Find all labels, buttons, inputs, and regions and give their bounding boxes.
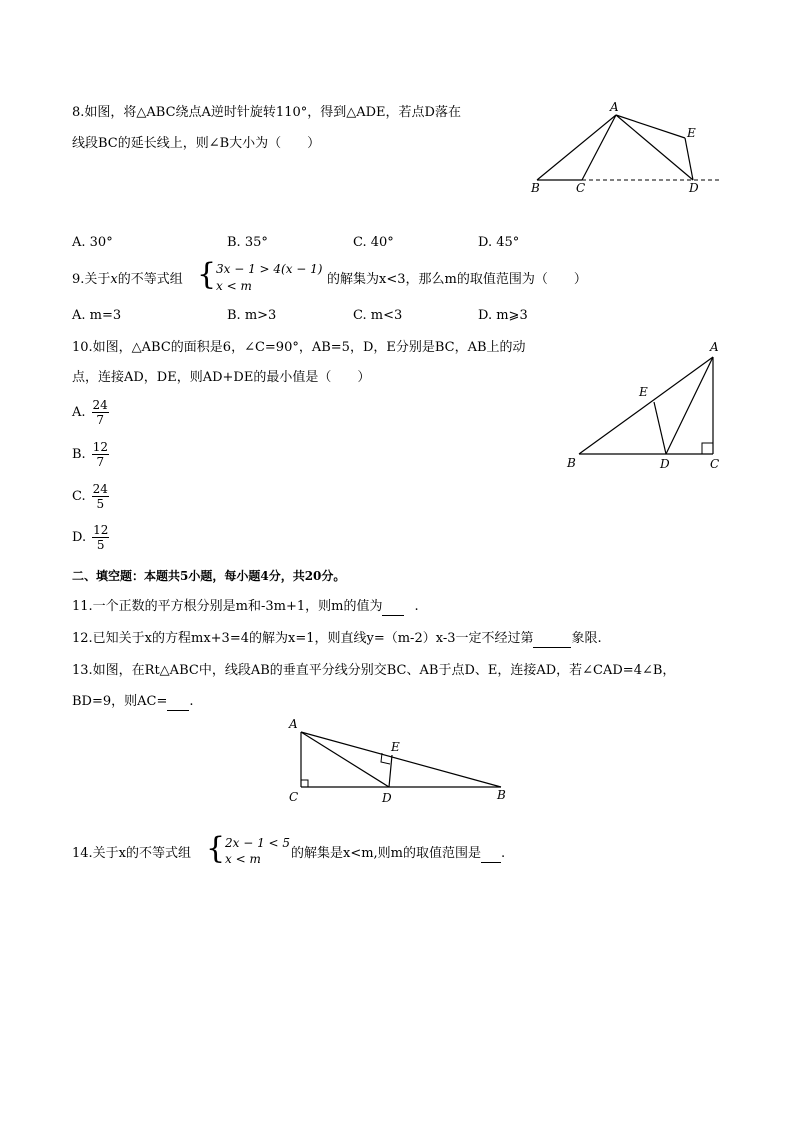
q13-segment-AD — [301, 732, 389, 787]
q9-option-d: D. m⩾3 — [478, 308, 528, 323]
q11-text: 11.一个正数的平方根分别是m和-3m+1，则m的值为 — [72, 599, 383, 614]
q12-text: 12.已知关于x的方程mx+3=4的解为x=1，则直线y=（m-2）x-3一定不经过第 — [72, 631, 534, 646]
q10-option-d-numerator: 12 — [93, 523, 109, 537]
q8-segment-AC — [582, 115, 616, 180]
q12-answer-blank — [533, 633, 571, 648]
q10-label-B: B — [567, 456, 576, 470]
q14-suffix-line — [291, 845, 505, 863]
q8-text-line2: 线段BC的延长线上，则∠B大小为（ ） — [72, 136, 321, 151]
q10-option-a-letter: A. — [72, 405, 86, 420]
q9-option-b: B. m>3 — [227, 308, 277, 323]
q8-option-c: C. 40° — [353, 235, 394, 250]
q10-option-d — [72, 523, 109, 552]
q9-mid-text: 的不等式组 — [117, 272, 183, 287]
q8-segment-AD — [616, 115, 693, 180]
q8-label-E: E — [687, 126, 696, 140]
q10-option-b-letter: B. — [72, 447, 86, 462]
q8-option-b: B. 35° — [227, 235, 268, 250]
q13-answer-blank — [167, 696, 189, 711]
q13-label-D: D — [382, 791, 392, 805]
q10-option-c-fraction — [92, 482, 109, 511]
q10-segment-AB — [579, 357, 713, 454]
q10-option-b-fraction — [92, 440, 109, 469]
q9-prefix-text: 9.关于 — [72, 272, 111, 287]
q9-prefix — [72, 271, 183, 289]
q10-option-b-numerator: 12 — [92, 440, 108, 454]
q9-system-line2: x < m — [216, 279, 252, 293]
q8-label-B: B — [531, 181, 540, 195]
q8-option-a: A. 30° — [72, 235, 113, 250]
q13-right-angle-mark-C — [301, 780, 308, 787]
q8-text-line1: 8.如图，将△ABC绕点A逆时针旋转110°，得到△ADE，若点D落在 — [72, 105, 461, 120]
q10-label-C: C — [710, 457, 720, 471]
q13-text-line2: BD=9，则AC= — [72, 694, 168, 709]
q10-option-b-denominator: 7 — [96, 455, 105, 469]
q11-end: . — [414, 599, 419, 614]
q9-suffix: 的解集为x<3，那么m的取值范围为（ ） — [327, 272, 587, 287]
q10-option-a-denominator: 7 — [96, 413, 104, 427]
q11-answer-blank — [382, 601, 404, 616]
q12-line — [72, 630, 602, 648]
q10-segment-AD — [666, 357, 713, 454]
q14-system-line1: 2x − 1 < 5 — [225, 836, 291, 850]
q14-prefix: 14.关于x的不等式组 — [72, 846, 192, 861]
q10-label-D: D — [660, 457, 670, 471]
q13-text-line1: 13.如图，在Rt△ABC中，线段AB的垂直平分线分别交BC、AB于点D、E，连接AD，若∠CAD=4∠B， — [72, 663, 676, 678]
q11-line — [72, 598, 419, 616]
q9-option-c: C. m<3 — [353, 308, 403, 323]
q8-label-D: D — [689, 181, 699, 195]
q8-label-C: C — [576, 181, 586, 195]
q13-figure — [280, 712, 520, 807]
q13-end: . — [189, 694, 194, 709]
q10-figure — [560, 338, 740, 478]
q9-option-a: A. m=3 — [72, 308, 122, 323]
q14-answer-blank — [481, 848, 501, 863]
q10-option-c-letter: C. — [72, 489, 86, 504]
q13-segment-DE — [389, 755, 392, 787]
q10-option-d-denominator: 5 — [96, 538, 105, 552]
q13-label-B: B — [497, 788, 506, 802]
q13-label-C: C — [289, 790, 299, 804]
q14-suffix: 的解集是x<m,则m的取值范围是 — [291, 846, 482, 861]
q10-option-a-numerator: 24 — [92, 398, 108, 412]
q13-segment-AB — [301, 732, 501, 787]
q8-figure — [525, 98, 725, 198]
q10-option-c — [72, 482, 109, 511]
q14-brace: { — [206, 831, 226, 866]
q14-system-line2: x < m — [225, 852, 261, 866]
q8-option-d: D. 45° — [478, 235, 520, 250]
q10-label-E: E — [639, 385, 648, 399]
q10-option-a — [72, 398, 109, 427]
q10-option-a-fraction — [92, 398, 109, 427]
q13-line2 — [72, 693, 194, 711]
q9-system-line1: 3x − 1 > 4(x − 1) — [216, 262, 323, 276]
q10-label-A: A — [710, 340, 719, 354]
q8-segment-AB — [537, 115, 616, 180]
q10-text-line2: 点，连接AD，DE，则AD+DE的最小值是（ ） — [72, 370, 371, 385]
q10-option-d-letter: D. — [72, 530, 87, 545]
q13-label-A: A — [289, 717, 298, 731]
q10-option-b — [72, 440, 109, 469]
q10-text-line1: 10.如图，△ABC的面积是6，∠C=90°，AB=5，D，E分别是BC，AB上的动 — [72, 340, 526, 355]
q10-option-c-denominator: 5 — [96, 497, 105, 511]
q14-end: . — [501, 846, 506, 861]
q10-segment-DE — [654, 402, 666, 454]
q9-var: x — [110, 272, 118, 287]
section2-title: 二、填空题：本题共5小题，每小题4分，共20分。 — [72, 569, 346, 583]
q8-label-A: A — [610, 100, 619, 114]
q10-option-c-numerator: 24 — [92, 482, 108, 496]
q10-right-angle-mark — [702, 443, 713, 454]
q9-brace: { — [197, 257, 217, 292]
q12-end: 象限. — [571, 631, 602, 646]
q10-option-d-fraction — [92, 523, 109, 552]
q13-label-E: E — [391, 740, 400, 754]
q8-segment-AE — [616, 115, 685, 138]
